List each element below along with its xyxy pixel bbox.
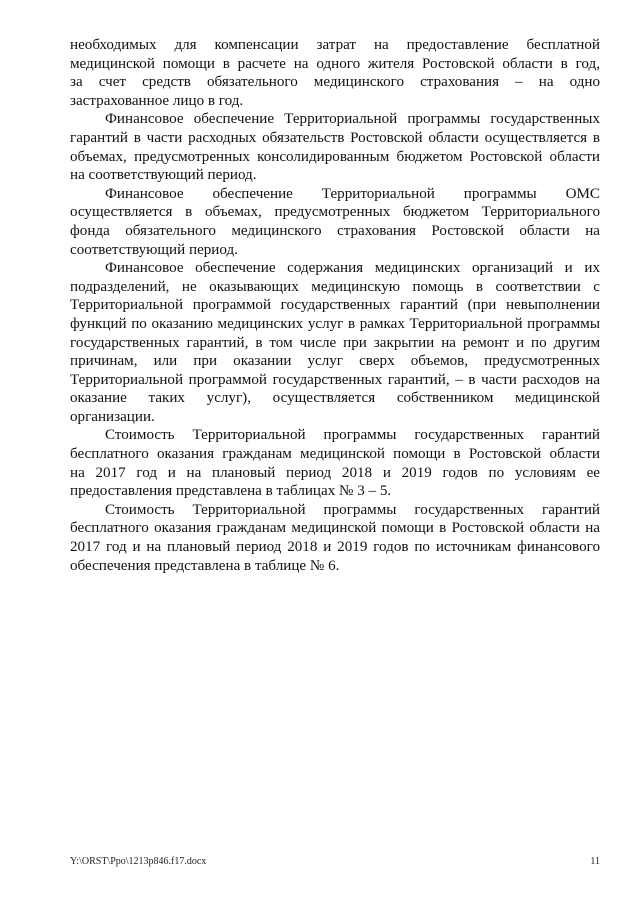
paragraph-3 [70, 185, 600, 259]
text-line: соответствующий период. [70, 241, 238, 258]
text-line: Стоимость Территориальной программы государственных гарантий [105, 501, 600, 518]
text-line: Финансовое обеспечение Территориальной программы государственных [105, 111, 600, 128]
paragraph-1 [70, 36, 600, 110]
paragraph-6 [70, 501, 600, 575]
text-line: функций по оказанию медицинских услуг в рамках Территориальной программы [70, 315, 600, 332]
text-line: обеспечения представлена в таблице № 6. [70, 557, 340, 574]
text-line: гарантий в части расходных обязательств Ростовской области осуществляется в [70, 129, 600, 146]
text-line: фонда обязательного медицинского страхования Ростовской области на [70, 222, 600, 239]
text-line: предоставления представлена в таблицах № 3 – 5. [70, 483, 392, 500]
text-line: бесплатного оказания гражданам медицинской помощи в Ростовской области на [70, 520, 600, 537]
text-line: Территориальной программой государственных гарантий, – в части расходов на [70, 371, 600, 388]
text-line: Территориальной программой государственных гарантий (при невыполнении [70, 297, 600, 314]
text-line: оказание таких услуг), осуществляется собственником медицинской [70, 390, 600, 407]
text-line: организации. [70, 408, 155, 425]
text-line: застрахованное лицо в год. [70, 92, 244, 109]
page-footer [70, 856, 600, 870]
text-line: осуществляется в объемах, предусмотренных бюджетом Территориального [70, 204, 600, 221]
text-line: на соответствующий период. [70, 167, 257, 184]
text-line: бесплатного оказания гражданам медицинской помощи в Ростовской области [70, 446, 600, 463]
text-line: за счет средств обязательного медицинского страхования – на одно [70, 74, 600, 91]
page-number: 11 [590, 856, 600, 867]
text-line: Стоимость Территориальной программы государственных гарантий [105, 427, 600, 444]
body-text [70, 36, 600, 575]
text-line: Финансовое обеспечение содержания медицинских организаций и их [105, 260, 600, 277]
text-line: Финансовое обеспечение Территориальной программы ОМС [105, 185, 600, 202]
file-path: Y:\ORST\Ppo\1213p846.f17.docx [70, 856, 207, 867]
text-line: 2017 год и на плановый период 2018 и 2019 годов по источникам финансового [70, 539, 600, 556]
text-line: на 2017 год и на плановый период 2018 и 2019 годов по условиям ее [70, 464, 600, 481]
paragraph-5 [70, 426, 600, 500]
text-line: государственных гарантий, в том числе при закрытии на ремонт и по другим [70, 334, 600, 351]
paragraph-4 [70, 259, 600, 426]
text-line: причинам, или при оказании услуг сверх объемов, предусмотренных [70, 353, 600, 370]
text-line: необходимых для компенсации затрат на предоставление бесплатной [70, 37, 600, 53]
text-line: объемах, предусмотренных консолидированным бюджетом Ростовской области [70, 148, 600, 165]
text-line: медицинской помощи в расчете на одного жителя Ростовской области в год, [70, 55, 600, 72]
text-line: подразделений, не оказывающих медицинскую помощь в соответствии с [70, 278, 600, 295]
paragraph-2 [70, 110, 600, 184]
